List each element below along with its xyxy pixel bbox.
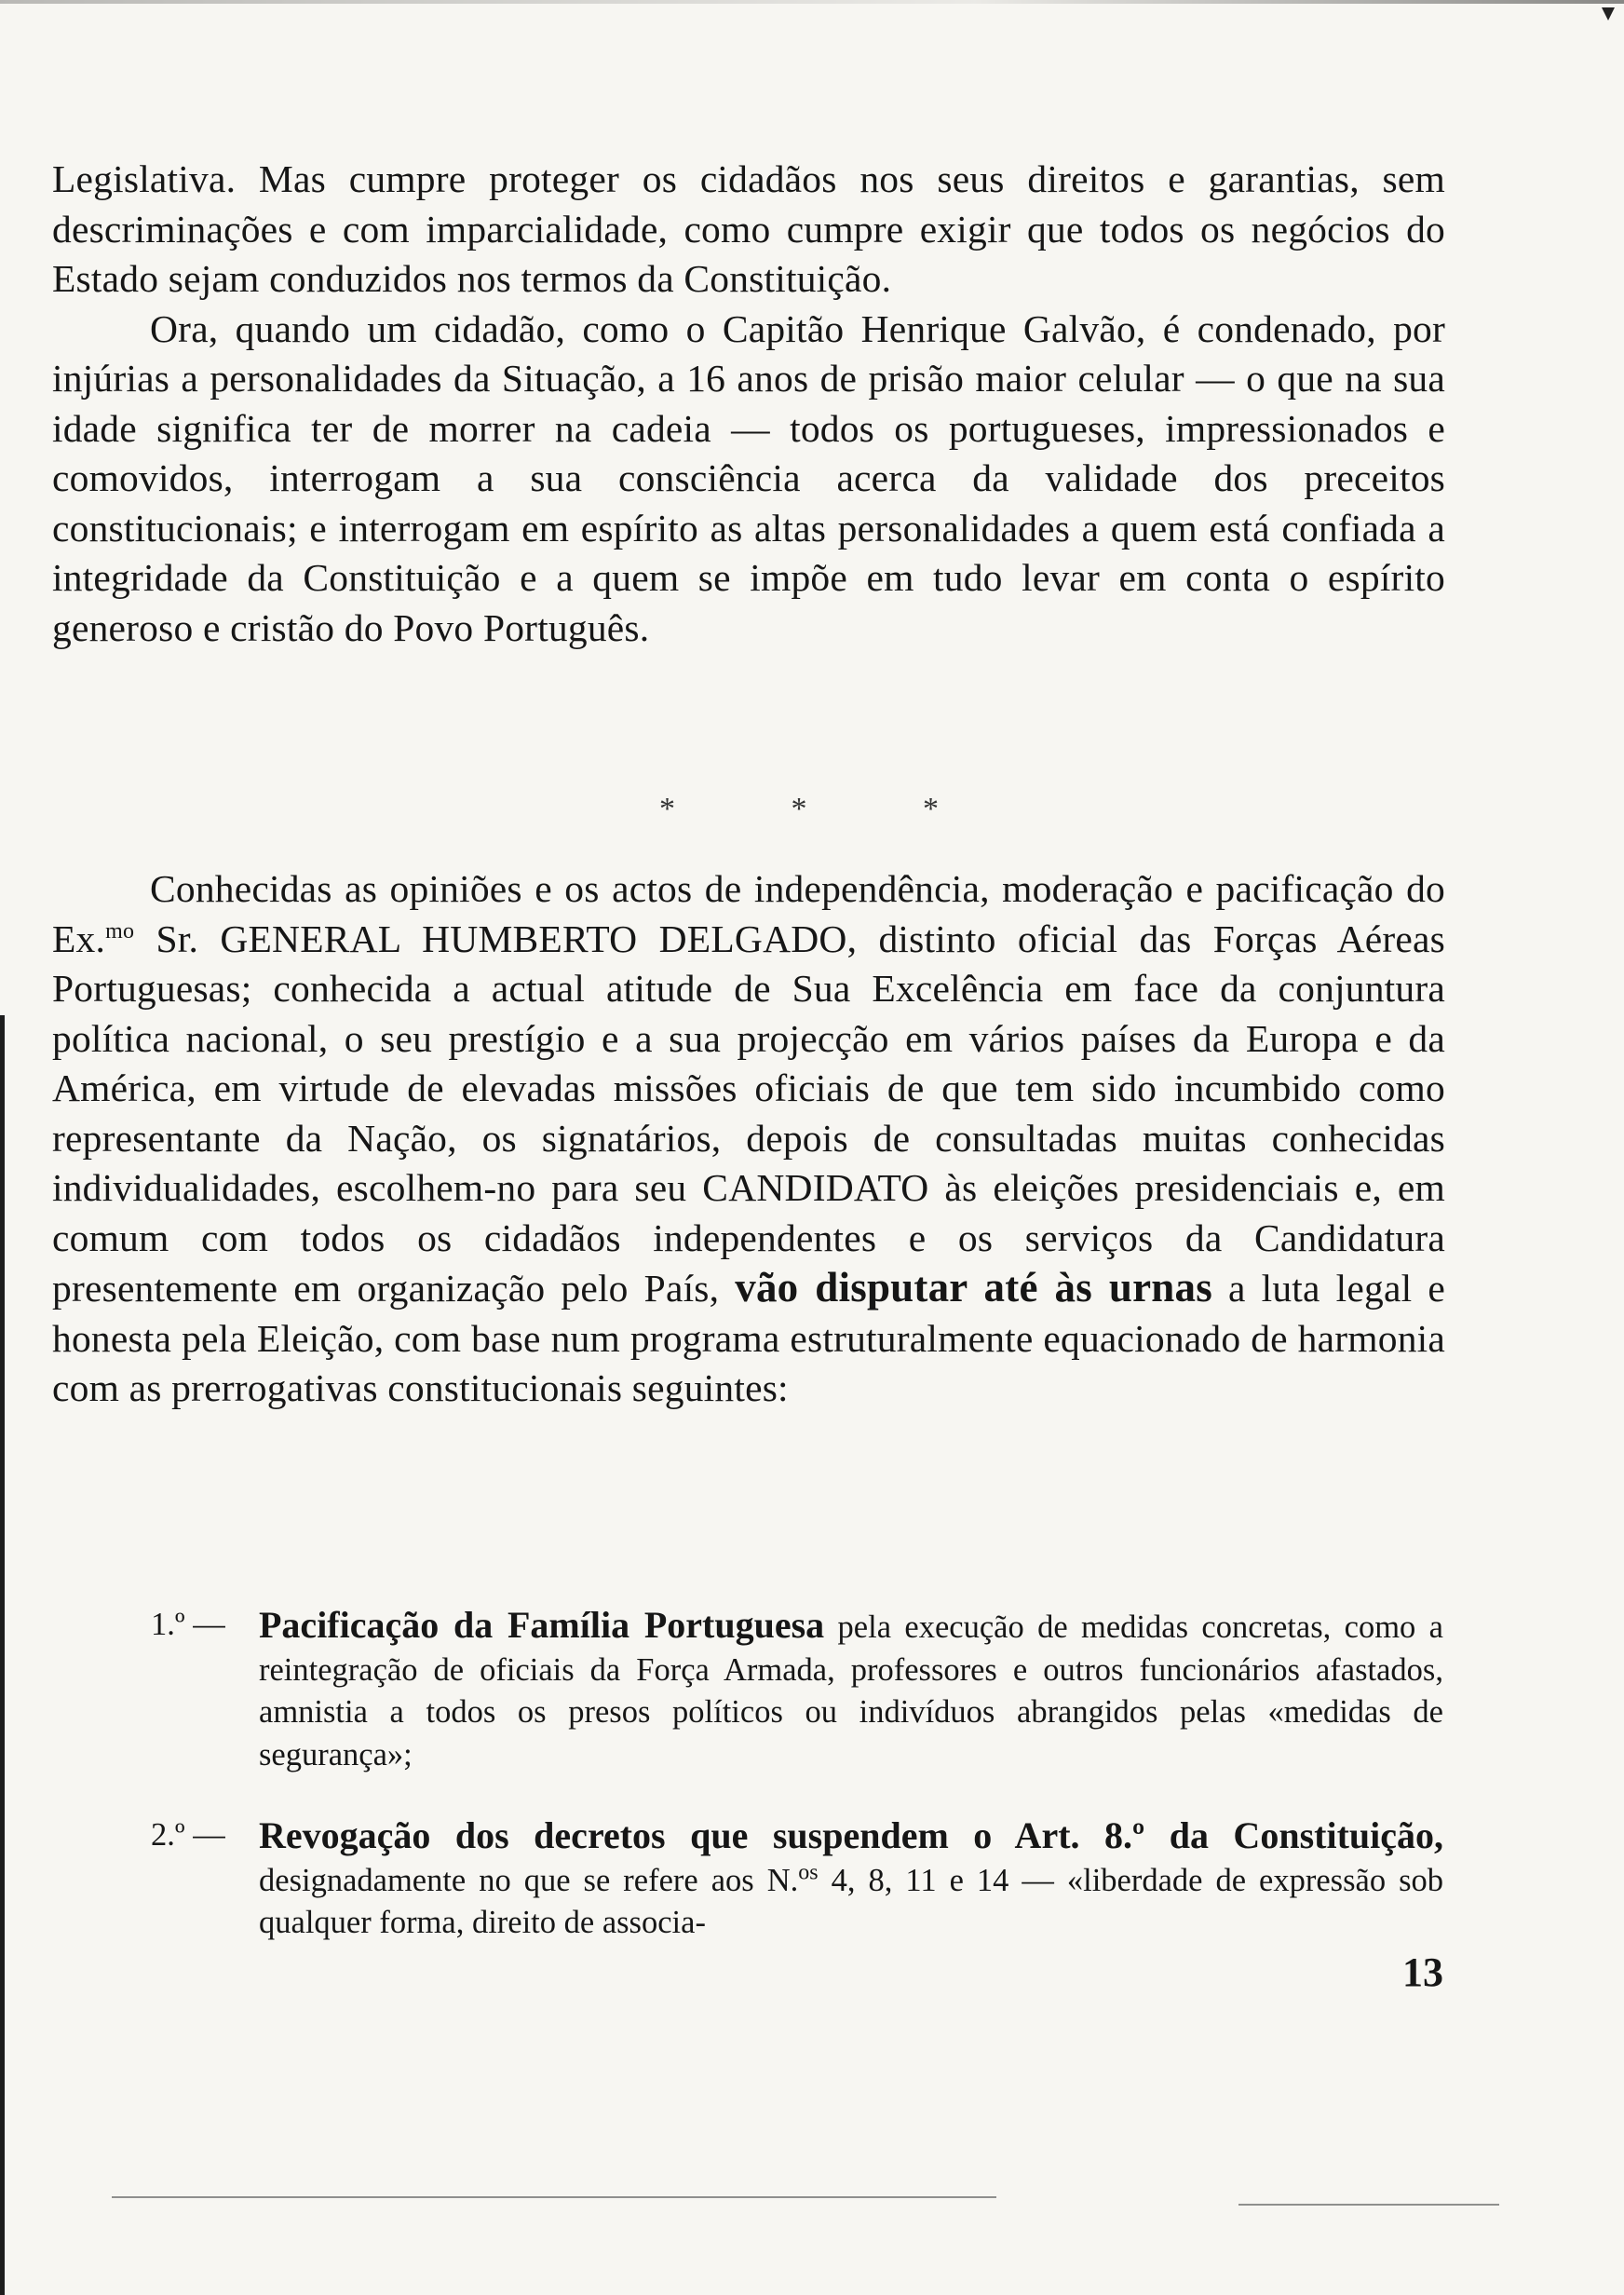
paragraph-3-part-b: Sr. GENERAL HUMBERTO DELGADO, distinto oficial das Forças Aéreas Portuguesas; conhecida a actual atitude de Sua Excelência em face da conjuntura política nacional, o seu prestígio e a sua projecção em vários países da Europa e da América, em virtude de elevadas missões oficiais de que tem sido incumbido como representante da Nação, os signatários, depois de consultadas muitas conhecidas individualidades, escolhem-no para seu CANDIDATO às eleições presidenciais e, em comum com todos os cidadãos independentes e os serviços da Candidatura presentemente em organização pelo País, — [52, 917, 1445, 1310]
item-text-b: 4, 8, 11 e 14 — «liberdade de expressão sob qualquer forma, direito de associa- — [259, 1862, 1444, 1940]
item-text: pela execução de medidas concretas, como a reintegração de oficiais da Força Armada, professores e outros funcionários afastados, amnistia a todos os presos políticos ou indivíduos abrangidos pelas «medidas de segurança»; — [259, 1609, 1443, 1772]
scan-bottom-line-right — [1238, 2204, 1499, 2206]
paragraph-general-delgado — [52, 864, 1445, 1414]
scan-top-edge — [0, 0, 1624, 4]
list-item — [151, 1814, 1443, 1945]
item-number: 2.º — — [151, 1817, 225, 1853]
paragraph-henrique-galvao: Ora, quando um cidadão, como o Capitão Henrique Galvão, é condenado, por injúrias a personalidades da Situação, a 16 anos de prisão maior celular — o que na sua idade significa ter de morrer na cadeia — todos os portugueses, impressionados e comovidos, interrogam a sua consciência acerca da validade dos preceitos constitucionais; e interrogam em espírito as altas personalidades a quem está confiada a integridade da Constituição e a quem se impõe em tudo levar em conta o espírito generoso e cristão do Povo Português. — [52, 306, 1445, 649]
program-item-2 — [151, 1814, 1443, 1945]
item-title: Revogação dos decretos que suspendem o Art. 8.º da Constituição, — [259, 1814, 1443, 1856]
program-item-1 — [151, 1604, 1443, 1776]
list-item — [151, 1604, 1443, 1776]
scan-corner-mark — [1602, 7, 1615, 20]
superscript-mo: mo — [105, 918, 135, 944]
page-number: 13 — [1402, 1949, 1443, 1995]
item-text-a: designadamente no que se refere aos N. — [259, 1862, 799, 1898]
opening-paragraphs — [52, 155, 1445, 653]
candidacy-paragraph-block — [52, 864, 1445, 1414]
item-number: 1.º — — [151, 1607, 225, 1642]
scan-bottom-line — [112, 2196, 996, 2198]
item-title: Pacificação da Família Portuguesa — [259, 1604, 825, 1646]
paragraph-legislativa: Legislativa. Mas cumpre proteger os cidadãos nos seus direitos e garantias, sem descriminações e com imparcialidade, como cumpre exigir que todos os negócios do Estado sejam conduzidos nos termos da Constituição. — [52, 157, 1445, 300]
emphasis-urnas: vão disputar até às urnas — [735, 1264, 1212, 1310]
superscript-os: os — [798, 1860, 819, 1884]
section-separator: * * * — [659, 792, 993, 826]
paragraph-3-part-a: Conhecidas as opiniões e os actos de independência, moderação e pacificação do Ex. — [52, 867, 1445, 960]
paragraph-3-part-c: a luta legal e honesta pela Eleição, com base num programa estruturalmente equacionado de harmonia com as prerrogativas constitucionais seguintes: — [52, 1267, 1445, 1409]
scan-left-edge — [0, 1015, 5, 2295]
